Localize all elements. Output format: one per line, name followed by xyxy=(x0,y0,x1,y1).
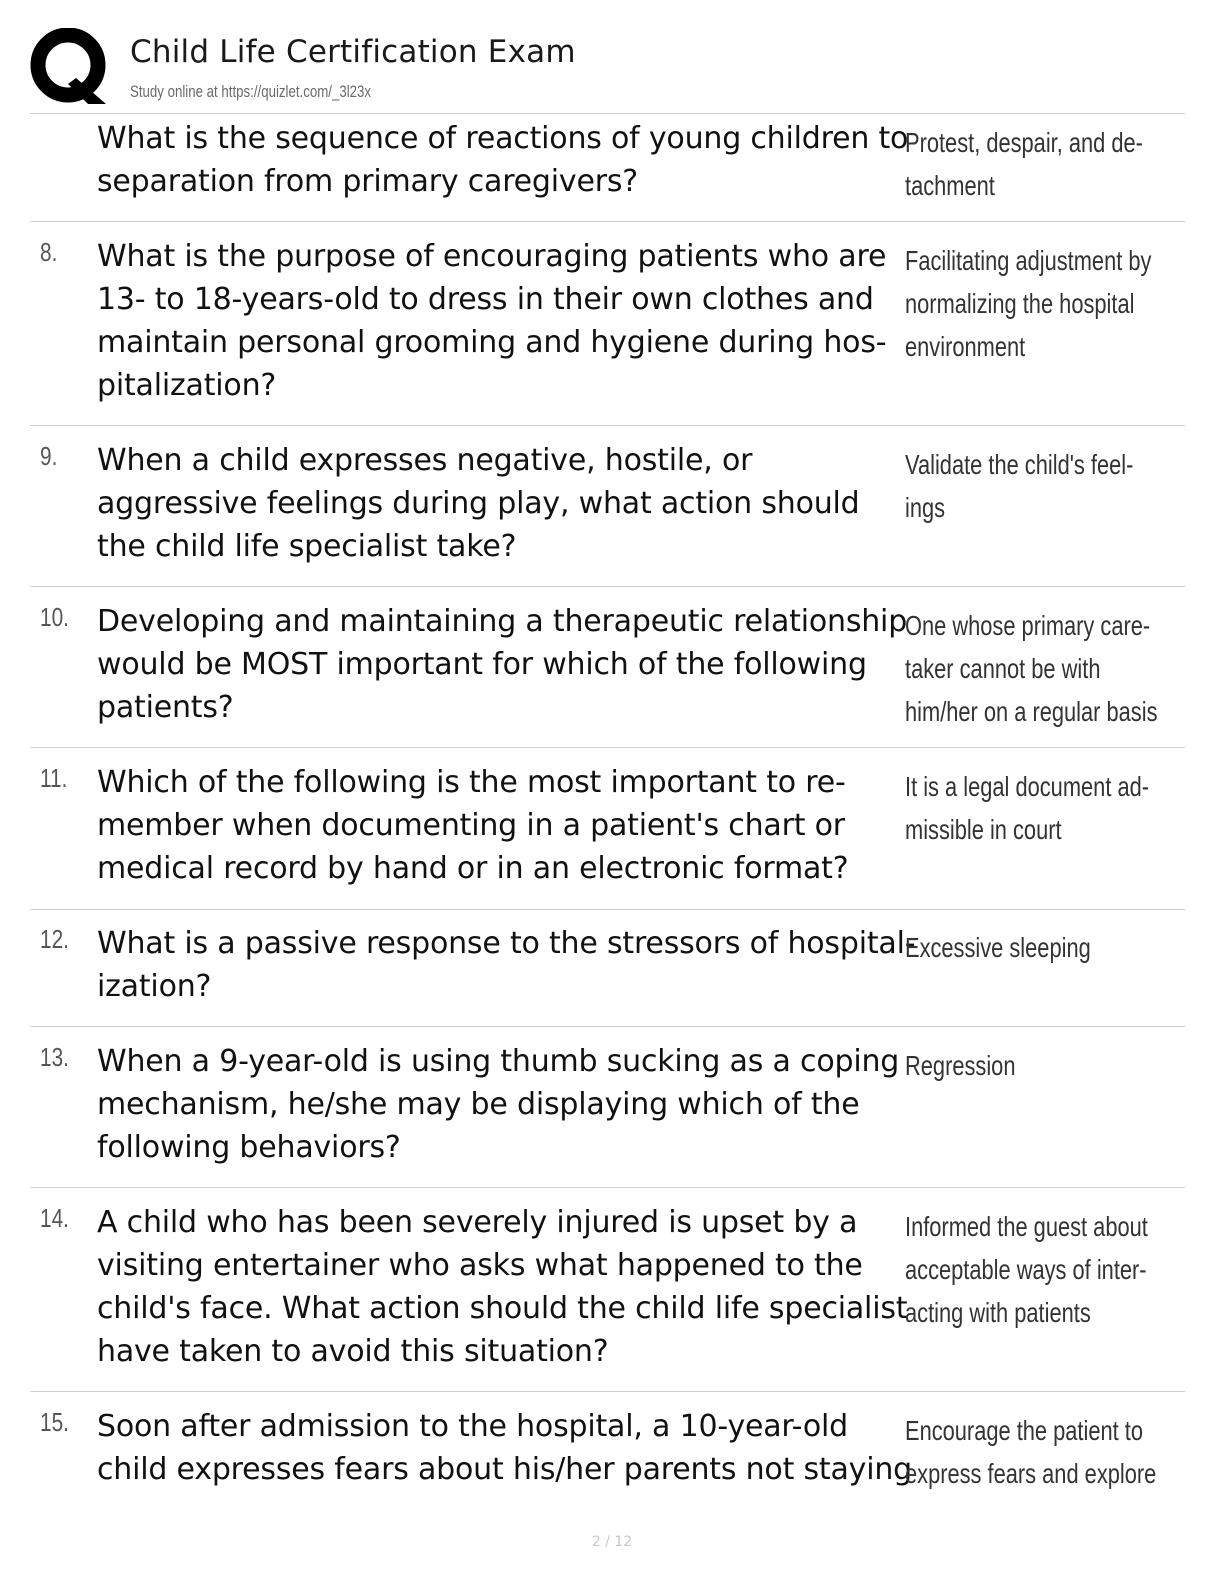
page-number: 2 / 12 xyxy=(591,1534,633,1550)
card-question: Soon after admission to the hospital, a 10-year-old child expresses fears about his/her parents not staying xyxy=(97,1409,913,1487)
card-number: 9. xyxy=(40,441,58,471)
divider xyxy=(30,747,1185,748)
card-number: 14. xyxy=(40,1203,69,1233)
card-question: Developing and maintaining a therapeutic relationship would be MOST important for which of the following patients? xyxy=(97,604,908,725)
divider xyxy=(30,1026,1185,1027)
card-question: When a child expresses negative, hostile, or aggressive feelings during play, what action should the child life specialist take? xyxy=(97,443,860,564)
card-number: 11. xyxy=(40,763,68,793)
card-question: A child who has been severely injured is upset by a visiting entertainer who asks what happened to the child's face. What action should the child life specialist have taken to avoid this situation? xyxy=(97,1205,908,1369)
card-question: What is a passive response to the stressors of hospital-ization? xyxy=(97,926,916,1004)
divider xyxy=(30,586,1185,587)
divider xyxy=(30,1391,1185,1392)
card-question: What is the sequence of reactions of young children to separation from primary caregivers? xyxy=(97,121,909,199)
divider xyxy=(30,1187,1185,1188)
card-answer: Facilitating adjustment by normalizing the hospital environment xyxy=(905,245,1152,362)
study-online-link[interactable]: Study online at https://quizlet.com/_3l23x xyxy=(130,82,372,101)
card-answer: Regression xyxy=(905,1050,1016,1081)
card-number: 8. xyxy=(40,237,58,267)
card-question: Which of the following is the most important to re-member when documenting in a patient's chart or medical record by hand or in an electronic format? xyxy=(97,765,849,886)
card-number: 12. xyxy=(40,924,69,954)
card-answer: It is a legal document ad-missible in court xyxy=(905,771,1150,845)
document-title: Child Life Certification Exam xyxy=(130,34,576,70)
card-answer: Encourage the patient to express fears and explore xyxy=(905,1415,1157,1489)
card-number: 10. xyxy=(40,602,69,632)
card-number: 15. xyxy=(40,1407,69,1437)
card-number: 13. xyxy=(40,1042,69,1072)
divider xyxy=(30,425,1185,426)
page-header xyxy=(30,28,1190,112)
card-answer: Protest, despair, and de-tachment xyxy=(905,127,1143,201)
quizlet-q-logo-icon xyxy=(30,28,110,106)
card-answer: Informed the guest about acceptable ways of inter-acting with patients xyxy=(905,1211,1148,1328)
card-answer: One whose primary care-taker cannot be with him/her on a regular basis xyxy=(905,610,1158,727)
card-question: When a 9-year-old is using thumb sucking as a coping mechanism, he/she may be displaying which of the following behaviors? xyxy=(97,1044,900,1165)
card-answer: Validate the child's feel-ings xyxy=(905,449,1134,523)
card-question: What is the purpose of encouraging patients who are 13- to 18-years-old to dress in their own clothes and maintain personal grooming and hygiene during hos-pitalization? xyxy=(97,239,887,403)
card-answer: Excessive sleeping xyxy=(905,932,1091,963)
divider xyxy=(30,909,1185,910)
divider xyxy=(30,113,1185,114)
divider xyxy=(30,221,1185,222)
